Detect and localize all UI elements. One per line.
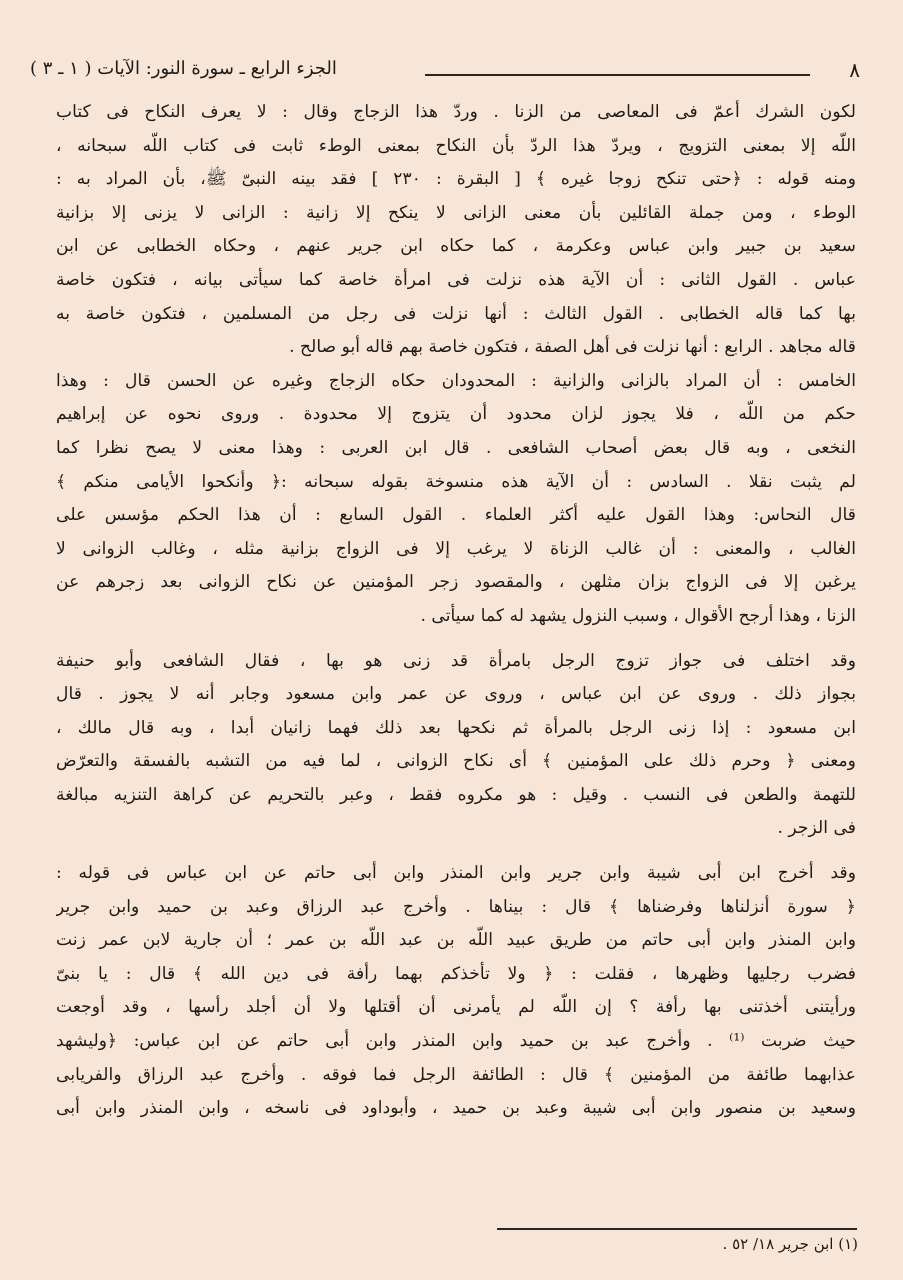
text-line: فى الزجر . <box>777 818 856 839</box>
paragraph <box>56 96 856 634</box>
text-line: للتهمة والطعن فى النسب . وقيل : هو مكروه فقط ، وعبر بالتحريم عن كراهة التنزيه مبالغة <box>56 784 856 805</box>
text-line: وسعيد بن منصور وابن أبى شيبة وعبد بن حميد ، وأبوداود فى ناسخه ، وابن المنذر وابن أبى <box>56 1098 856 1119</box>
text-line: عباس . القول الثانى : أن الآية هذه نزلت فى امرأة خاصة كما سيأتى بيانه ، فتكون خاصة <box>56 269 856 290</box>
text-line: قاله مجاهد . الرابع : أنها نزلت فى أهل الصفة ، فتكون خاصة بهم قاله أبو صالح . <box>289 337 856 358</box>
text-line: وابن المنذر وابن أبى حاتم من طريق عبيد اللّه بن عبد اللّه بن عمر ؛ أن جارية لابن عمر زنت <box>56 930 856 951</box>
text-line: قال النحاس: وهذا القول عليه أكثر العلماء . القول السابع : أن هذا الحكم مؤسس على <box>56 505 856 526</box>
text-line: يرغبن إلا فى الزواج بزان مثلهن ، والمقصود زجر المؤمنين عن نكاح الزوانى بعد زجرهم عن <box>56 572 856 593</box>
text-line: وقد أخرج ابن أبى شيبة وابن جرير وابن المنذر وابن أبى حاتم عن ابن عباس فى قوله : <box>56 863 856 884</box>
paragraph <box>56 645 856 847</box>
text-line: الزنا ، وهذا أرجح الأقوال ، وسبب النزول يشهد له كما سيأتى . <box>420 605 856 626</box>
footnote: (١) ابن جرير ١٨/ ٥٢ . <box>722 1235 858 1253</box>
text-line: لكون الشرك أعمّ فى المعاصى من الزنا . وردّ هذا الزجاج وقال : لا يعرف النكاح فى كتاب <box>56 102 856 122</box>
paragraph-gap <box>56 846 856 857</box>
text-line: لم يثبت نقلا . السادس : أن الآية هذه منسوخة بقوله سبحانه :﴿ وأنكحوا الأيامى منكم ﴾ <box>56 471 856 492</box>
text-line: سعيد بن جبير وابن عباس وعكرمة ، كما حكاه ابن جرير عنهم ، وحكاه الخطابى عن ابن <box>56 236 856 257</box>
text-line: ﴿ سورة أنزلناها وفرضناها ﴾ قال : بيناها . وأخرج عبد الرزاق وعبد بن حميد وابن جرير <box>56 896 856 917</box>
text-line: بها كما قاله الخطابى . القول الثالث : أنها نزلت فى رجل من المسلمين ، فتكون خاصة به <box>56 303 856 324</box>
text-line: الوطء ، ومن جملة القائلين بأن معنى الزانى لا ينكح إلا زانية : الزانى لا يزنى إلا بزانية <box>56 202 856 223</box>
text-line: وقد اختلف فى جواز تزوج الرجل بامرأة قد زنى هو بها ، فقال الشافعى وأبو حنيفة <box>56 650 856 671</box>
page-number: ٨ <box>849 58 860 82</box>
text-line: حيث ضربت ⁽¹⁾ . وأخرج عبد بن حميد وابن المنذر وابن أبى حاتم عن ابن عباس: ﴿وليشهد <box>56 1031 856 1052</box>
text-line: اللّه إلا بمعنى التزويج ، ويردّ هذا الردّ بأن النكاح بمعنى الوطء ثابت فى كتاب اللّه سبحانه ، <box>56 135 856 156</box>
page-body <box>56 96 856 1126</box>
text-line: ورأيتنى أخذتنى بها رأفة ؟ إن اللّه لم يأمرنى أن أقتلها ولا أن أجلد رأسها ، وقد أوجعت <box>56 997 856 1018</box>
text-line: بجواز ذلك . وروى عن ابن عباس ، وروى عن عمر وابن مسعود وجابر أنه لا يجوز . قال <box>56 684 856 705</box>
text-line: ومنه قوله : ﴿حتى تنكح زوجا غيره ﴾ [ البقرة : ٢٣٠ ] فقد بينه النبىّ ﷺ، بأن المراد به : <box>56 169 856 190</box>
header-rule <box>425 74 810 76</box>
text-line: الغالب ، والمعنى : أن غالب الزناة لا يرغب إلا فى الزواج بزانية مثله ، وغالب الزوانى لا <box>56 538 856 559</box>
paragraph <box>56 857 856 1126</box>
text-line: ومعنى ﴿ وحرم ذلك على المؤمنين ﴾ أى نكاح الزوانى ، لما فيه من التشبه بالفسقة والتعرّض <box>56 751 856 772</box>
text-line: عذابهما طائفة من المؤمنين ﴾ قال : الطائفة الرجل فما فوقه . وأخرج عبد الرزاق والفريابى <box>56 1064 856 1085</box>
text-line: فضرب رجليها وظهرها ، فقلت : ﴿ ولا تأخذكم بهما رأفة فى دين الله ﴾ قال : يا بنىّ <box>56 963 856 984</box>
footnote-rule <box>497 1228 857 1230</box>
paragraph-gap <box>56 634 856 645</box>
text-line: الخامس : أن المراد بالزانى والزانية : المحدودان حكاه الزجاج وغيره عن الحسن قال : وهذا <box>56 370 856 391</box>
text-line: حكم من اللّه ، فلا يجوز لزان محدود أن يتزوج إلا محدودة . وروى نحوه عن إبراهيم <box>56 404 856 425</box>
text-line: النخعى ، وبه قال بعض أصحاب الشافعى . قال ابن العربى : وهذا معنى لا يصح نظرا كما <box>56 437 856 458</box>
text-line: ابن مسعود : إذا زنى الرجل بالمرأة ثم نكحها بعد ذلك فهما زانيان أبدا ، وبه قال مالك ، <box>56 717 856 738</box>
header-title: الجزء الرابع ـ سورة النور: الآيات ( ١ ـ ٣ ) <box>30 58 337 79</box>
running-header <box>30 52 860 92</box>
